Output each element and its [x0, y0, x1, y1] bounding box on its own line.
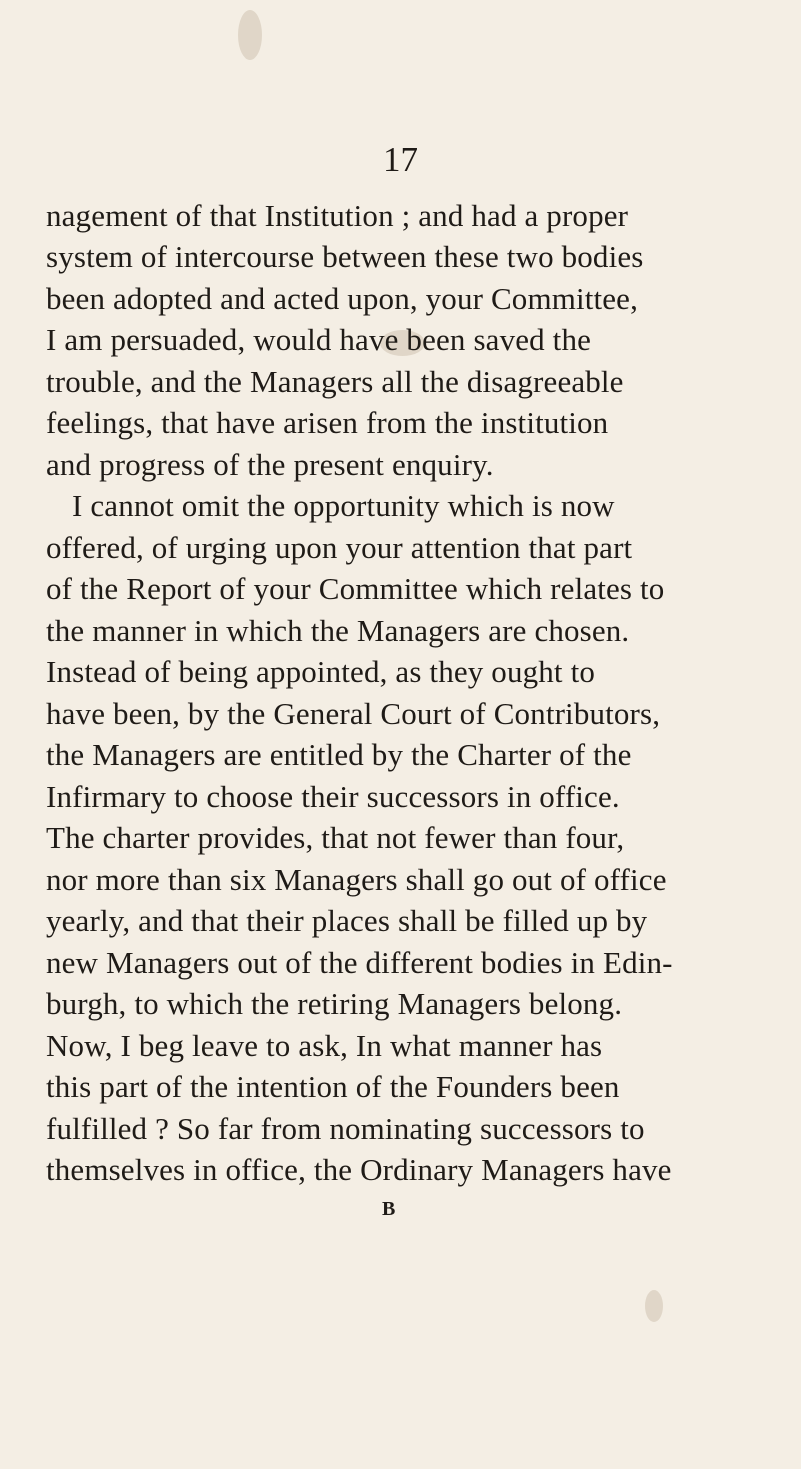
text-line: system of intercourse between these two bodies — [46, 239, 644, 274]
text-line: nor more than six Managers shall go out of office — [46, 862, 667, 897]
text-line: themselves in office, the Ordinary Managers have — [46, 1152, 672, 1187]
text-line: nagement of that Institution ; and had a proper — [46, 198, 629, 233]
paper-stain — [645, 1290, 663, 1322]
text-line: I cannot omit the opportunity which is now — [72, 488, 615, 523]
text-line: Now, I beg leave to ask, In what manner has — [46, 1028, 603, 1063]
text-line: the manner in which the Managers are chosen. — [46, 613, 630, 648]
text-line: new Managers out of the different bodies in Edin- — [46, 945, 673, 980]
text-line: been adopted and acted upon, your Committee, — [46, 281, 638, 316]
text-line: fulfilled ? So far from nominating successors to — [46, 1111, 645, 1146]
text-line: Instead of being appointed, as they ought to — [46, 654, 595, 689]
page-number: 17 — [383, 140, 418, 179]
text-line: the Managers are entitled by the Charter of the — [46, 737, 632, 772]
text-line: have been, by the General Court of Contributors, — [46, 696, 661, 731]
text-line: Infirmary to choose their successors in office. — [46, 779, 620, 814]
text-line: The charter provides, that not fewer than four, — [46, 820, 625, 855]
text-line: yearly, and that their places shall be filled up by — [46, 903, 648, 938]
text-line: and progress of the present enquiry. — [46, 447, 494, 482]
text-line: this part of the intention of the Founders been — [46, 1069, 620, 1104]
paper-stain — [238, 10, 262, 60]
signature-mark: B — [382, 1198, 396, 1220]
text-line: feelings, that have arisen from the institution — [46, 405, 609, 440]
text-line: of the Report of your Committee which relates to — [46, 571, 665, 606]
text-line: burgh, to which the retiring Managers belong. — [46, 986, 623, 1021]
text-line: trouble, and the Managers all the disagreeable — [46, 364, 624, 399]
text-line: offered, of urging upon your attention that part — [46, 530, 633, 565]
text-line: I am persuaded, would have been saved the — [46, 322, 592, 357]
